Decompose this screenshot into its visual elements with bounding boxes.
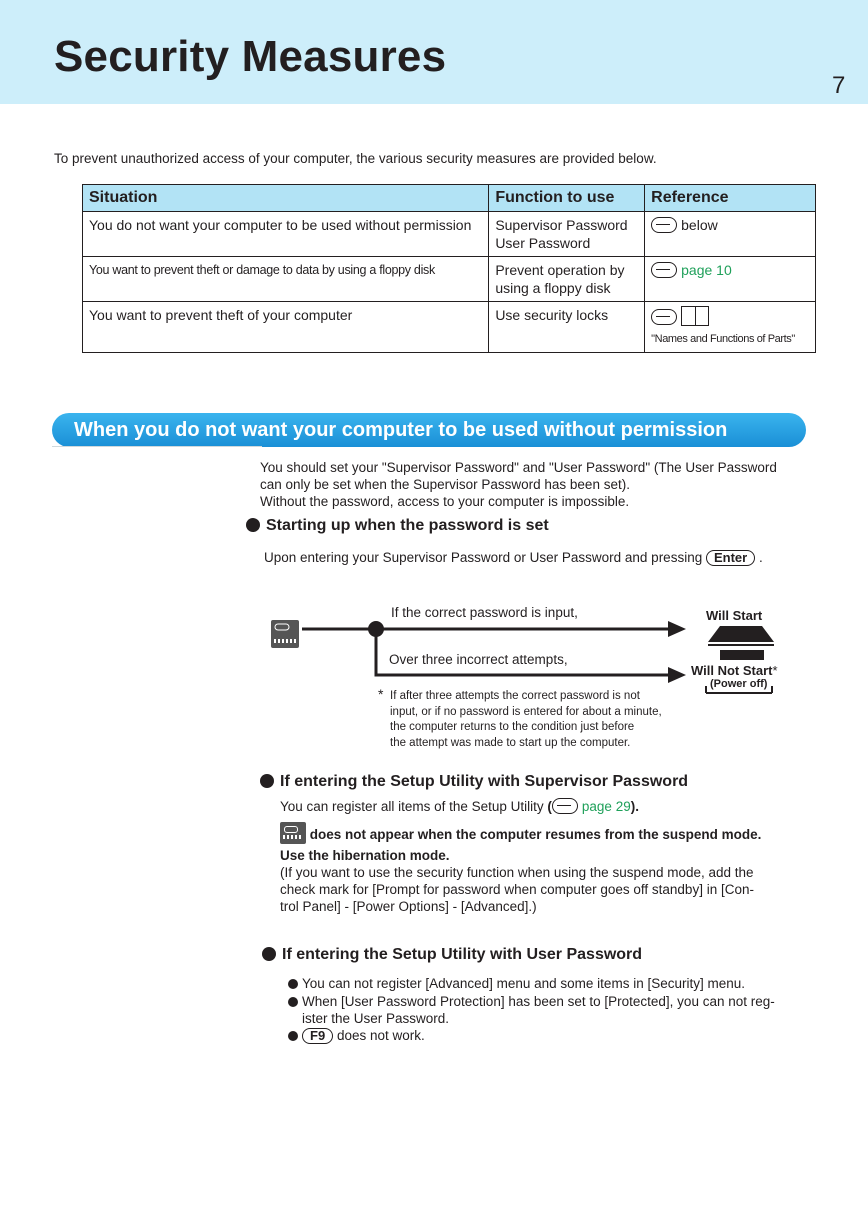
will-start-label: Will Start xyxy=(706,608,763,623)
bullet-dot-icon xyxy=(288,1031,298,1041)
page-number: 7 xyxy=(832,72,846,99)
section-banner-title: When you do not want your computer to be used without permission xyxy=(74,419,728,441)
function-line: Prevent operation by xyxy=(495,262,625,278)
enter-key: Enter xyxy=(706,550,755,566)
supervisor-text xyxy=(280,798,639,815)
supervisor-heading xyxy=(260,773,688,791)
user-heading-text: If entering the Setup Utility with User Password xyxy=(282,946,643,963)
f9-key: F9 xyxy=(302,1028,333,1044)
password-keyboard-icon xyxy=(271,620,299,648)
incorrect-attempts-label: Over three incorrect attempts, xyxy=(389,652,568,667)
bullet-dot-icon xyxy=(260,774,274,788)
function-line: Supervisor Password xyxy=(495,217,628,233)
cell-situation: You want to prevent theft of your computer xyxy=(83,302,489,353)
correct-password-label: If the correct password is input, xyxy=(391,605,578,620)
list-item xyxy=(302,975,745,992)
user-heading xyxy=(262,946,642,964)
list-item-text: ister the User Password. xyxy=(302,1011,450,1026)
startup-text-after: . xyxy=(758,550,763,565)
paren-close: ). xyxy=(630,799,639,814)
hand-pointer-icon xyxy=(552,798,578,814)
will-not-start-text: Will Not Start xyxy=(691,663,773,678)
header-function: Function to use xyxy=(489,185,645,212)
startup-text-before: Upon entering your Supervisor Password or User Password and pressing xyxy=(264,550,703,565)
footnote-line: If after three attempts the correct password is not xyxy=(390,690,640,702)
paren-open: ( xyxy=(547,799,552,814)
footnote-star: * xyxy=(378,686,384,702)
intro-text: To prevent unauthorized access of your computer, the various security measures are provided below. xyxy=(54,151,657,166)
footnote xyxy=(390,689,682,751)
footnote-line: input, or if no password is entered for about a minute, xyxy=(390,705,662,718)
list-item xyxy=(302,1027,425,1044)
supervisor-note-text: does not appear when the computer resumes from the suspend mode. xyxy=(309,827,762,842)
supervisor-note-bold2: Use the hibernation mode. xyxy=(280,848,450,863)
startup-heading-text: Starting up when the password is set xyxy=(266,517,549,534)
cell-situation: You want to prevent theft or damage to data by using a floppy disk xyxy=(83,257,489,302)
password-keyboard-icon xyxy=(280,822,306,844)
cell-situation: You do not want your computer to be used without permission xyxy=(83,212,489,257)
function-line: User Password xyxy=(495,235,591,251)
supervisor-note-bold xyxy=(280,822,761,844)
list-item-text: You can not register [Advanced] menu and some items in [Security] menu. xyxy=(302,976,745,991)
section-para: can only be set when the Supervisor Password has been set). xyxy=(260,477,630,492)
supervisor-heading-text: If entering the Setup Utility with Supervisor Password xyxy=(280,773,689,790)
section-para: Without the password, access to your computer is impossible. xyxy=(260,494,630,509)
bullet-dot-icon xyxy=(288,979,298,989)
bullet-dot-icon xyxy=(288,997,298,1007)
asterisk: * xyxy=(772,663,778,678)
page-link[interactable]: page 29 xyxy=(581,799,631,814)
function-line: using a floppy disk xyxy=(495,280,611,296)
power-off-label: (Power off) xyxy=(710,678,768,690)
laptop-open-icon xyxy=(708,626,774,645)
footnote-line: the attempt was made to start up the computer. xyxy=(390,736,631,749)
reference-text: "Names and Functions of Parts" xyxy=(651,333,795,345)
list-item xyxy=(302,993,775,1027)
supervisor-note-line: check mark for [Prompt for password when computer goes off standby] in [Con- xyxy=(280,882,754,897)
list-item-text: When [User Password Protection] has been set to [Protected], you can not reg- xyxy=(302,994,775,1009)
supervisor-note-line: trol Panel] - [Power Options] - [Advanced].) xyxy=(280,899,537,914)
arrow-head-icon xyxy=(668,621,686,637)
bullet-dot-icon xyxy=(262,947,276,961)
section-para: You should set your "Supervisor Password" and "User Password" (The User Password xyxy=(260,460,777,475)
page-link[interactable]: page 10 xyxy=(681,262,732,278)
supervisor-note-line: (If you want to use the security function when using the suspend mode, add the xyxy=(280,865,754,880)
header-reference: Reference xyxy=(645,185,816,212)
will-not-start-label xyxy=(691,663,778,678)
arrow-head-icon xyxy=(668,667,686,683)
header-situation: Situation xyxy=(83,185,489,212)
page-title: Security Measures xyxy=(54,32,447,81)
cell-function: Use security locks xyxy=(489,302,645,353)
list-item-text: does not work. xyxy=(336,1028,425,1043)
footnote-line: the computer returns to the condition just before xyxy=(390,721,635,733)
supervisor-text-main: You can register all items of the Setup Utility xyxy=(280,799,544,814)
reference-text: below xyxy=(681,217,718,233)
